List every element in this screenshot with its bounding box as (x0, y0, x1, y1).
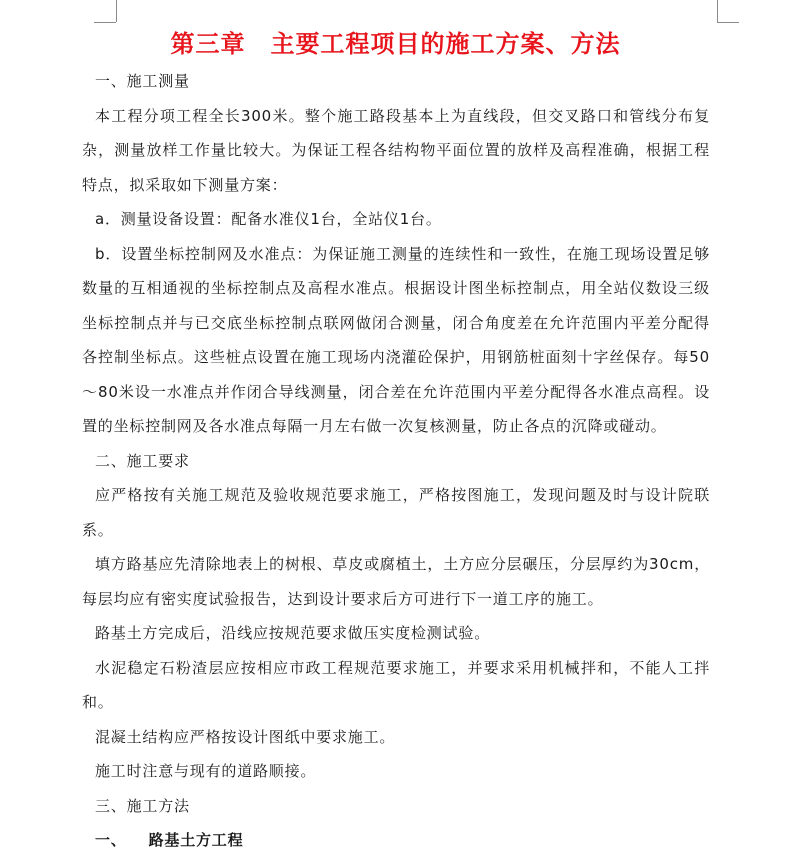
crop-mark-top-left-horizontal (94, 22, 116, 23)
chapter-title: 第三章 主要工程项目的施工方案、方法 (170, 29, 621, 58)
paragraph-survey-intro: 本工程分项工程全长300米。整个施工路段基本上为直线段，但交叉路口和管线分布复杂，测量放样工作量比较大。为保证工程各结构物平面位置的放样及高程准确，根据工程特点，拟采取如下测量方案： (82, 106, 710, 194)
section-heading-requirements: 二、施工要求 (95, 451, 190, 470)
paragraph-requirement-5: 混凝土结构应严格按设计图纸中要求施工。 (95, 727, 396, 746)
paragraph-requirement-6: 施工时注意与现有的道路顺接。 (95, 762, 317, 780)
subsection-title: 路基土方工程 (148, 831, 244, 849)
paragraph-requirement-3: 路基土方完成后，沿线应按规范要求做压实度检测试验。 (95, 624, 491, 642)
paragraph-requirement-1: 应严格按有关施工规范及验收规范要求施工，严格按图施工，发现问题及时与设计院联系。 (82, 486, 710, 539)
subsection-number: 一、 (95, 831, 127, 849)
crop-mark-top-left-vertical (116, 0, 117, 22)
crop-mark-top-right-vertical (717, 0, 718, 22)
paragraph-requirement-2: 填方路基应先清除地表上的树根、草皮或腐植土，土方应分层碾压，分层厚约为30cm，每层均应有密实度试验报告，达到设计要求后方可进行下一道工序的施工。 (82, 555, 710, 608)
list-item-b: b．设置坐标控制网及水准点：为保证施工测量的连续性和一致性，在施工现场设置足够数量的互相通视的坐标控制点及高程水准点。根据设计图坐标控制点，用全站仪数设三级坐标控制点并与已交底坐标控制点联网做闭合测量，闭合角度差在允许范围内平差分配得各控制坐标点。这些桩点设置在施工现场内浇灌砼保护，用钢筋桩面刻十字丝保存。每50～80米设一水准点并作闭合导线测量，闭合差在允许范围内平差分配得各水准点高程。设置的坐标控制网及各水准点每隔一月左右做一次复核测量，防止各点的沉降或碰动。 (82, 244, 710, 435)
section-heading-methods: 三、施工方法 (95, 796, 190, 815)
paragraph-requirement-4: 水泥稳定石粉渣层应按相应市政工程规范要求施工，并要求采用机械拌和，不能人工拌和。 (82, 658, 710, 711)
subsection-heading-earthwork (82, 823, 710, 858)
section-heading-survey: 一、施工测量 (95, 72, 190, 90)
document-body (82, 64, 710, 858)
crop-mark-top-right-horizontal (717, 22, 739, 23)
list-item-a: a．测量设备设置：配备水准仪1台，全站仪1台。 (95, 210, 442, 228)
